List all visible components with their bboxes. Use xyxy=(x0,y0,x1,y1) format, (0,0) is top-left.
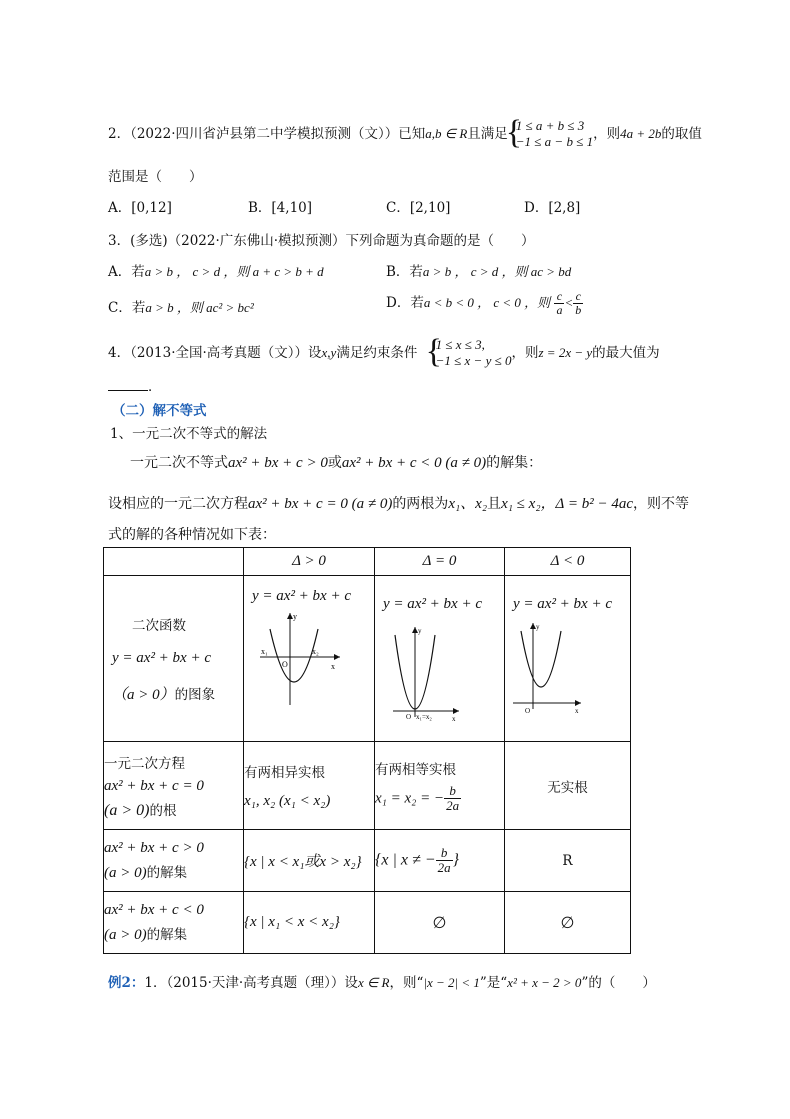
x-axis-label: x xyxy=(452,715,456,723)
section-paragraph-3: 式的解的各种情况如下表： xyxy=(108,527,276,543)
origin-label: O xyxy=(525,707,531,715)
table-header-delta-pos: Δ > 0 xyxy=(244,548,375,576)
table-row xyxy=(104,548,631,576)
row-label-roots: 一元二次方程 ax² + bx + c = 0 (a > 0)的根 xyxy=(104,742,244,830)
fraction: $\frac{b}{2a}$ xyxy=(446,782,460,813)
parabola-double-root-graph xyxy=(375,613,503,723)
q2-system: { 1 ≤ a + b ≤ 3 −1 ≤ a − b ≤ 1 xyxy=(508,118,593,151)
row-label-gt-solution: ax² + bx + c > 0 (a > 0)的解集 xyxy=(104,830,244,892)
gt-solution-two-roots: {x | x < x₁或x > x₂} xyxy=(244,830,375,892)
q4-answer-blank: ． xyxy=(108,375,162,395)
x-axis-label: x xyxy=(575,707,579,715)
table-cell xyxy=(104,548,244,576)
roots-two-distinct: 有两相异实根 x₁, x₂ (x₁ < x₂) xyxy=(244,742,375,830)
q3-option-b: B．若a > b ， c > d ，则 ac > bd xyxy=(386,264,572,280)
q2-line1: 2．（2022·四川省泸县第二中学模拟预测（文））已知a,b ∈ R且满足 { 1 ≤ a + b ≤ 3 −1 ≤ a − b ≤ 1 ，则4a + 2b的取值 xyxy=(108,118,702,151)
example-label: 例2： xyxy=(108,975,145,991)
x-axis-label: x xyxy=(331,662,335,671)
root-x2-label: x₂ xyxy=(312,647,319,656)
double-root-label: x₁=x₂ xyxy=(416,713,432,721)
roots-none: 无实根 xyxy=(505,742,631,830)
q4-system: { 1 ≤ x ≤ 3, −1 ≤ x − y ≤ 0 xyxy=(428,337,512,370)
fraction: $\frac{c}{a}$ xyxy=(556,289,563,318)
q3-title: 3．(多选)（2022·广东佛山·模拟预测）下列命题为真命题的是（ ） xyxy=(108,233,535,249)
table-row xyxy=(104,576,631,742)
q3-option-d: D．若a < b < 0 ， c < 0 ，则 $\frac{c}{a}$ < $\frac{c}{b}$ xyxy=(386,289,582,318)
example-2-line: 例2：1．（2015·天津·高考真题（理））设x ∈ R，则“|x − 2| < 1”是“x² + x − 2 > 0”的（ ） xyxy=(108,975,656,991)
table-header-delta-neg: Δ < 0 xyxy=(505,548,631,576)
graph-cell-double-root: y = ax² + bx + c O x₁=x₂ x y xyxy=(375,576,505,742)
parabola-two-roots-graph xyxy=(244,605,372,715)
fraction: $\frac{b}{2a}$ xyxy=(437,844,451,875)
inequality-table xyxy=(103,547,631,954)
table-row xyxy=(104,892,631,954)
q4-line1: 4．（2013·全国·高考真题（文））设x,y满足约束条件 { 1 ≤ x ≤ 3, −1 ≤ x − y ≤ 0 ，则z = 2x − y的最大值为 xyxy=(108,337,660,370)
table-row xyxy=(104,830,631,892)
lt-solution-double-root: ∅ xyxy=(375,892,505,954)
q2-line2: 范围是（ ） xyxy=(108,169,203,185)
row-label-graph: 二次函数 y = ax² + bx + c （a > 0）的图象 xyxy=(104,576,244,742)
parabola-no-root-graph xyxy=(505,613,629,723)
q3-option-a: A．若a > b ， c > d ，则 a + c > b + d xyxy=(108,264,324,280)
section-paragraph-2: 设相应的一元二次方程ax² + bx + c = 0 (a ≠ 0)的两根为x₁、x₂且x₁ ≤ x₂，Δ = b² − 4ac，则不等 xyxy=(108,496,689,512)
root-x1-label: x₁ xyxy=(261,647,268,656)
q2-option-a: A．[0,12] xyxy=(108,200,172,216)
section-subheading: 1、一元二次不等式的解法 xyxy=(110,426,268,442)
lt-solution-two-roots: {x | x₁ < x < x₂} xyxy=(244,892,375,954)
lt-solution-no-root: ∅ xyxy=(505,892,631,954)
origin-label: O xyxy=(282,660,288,669)
graph-cell-no-root: y = ax² + bx + c O x y xyxy=(505,576,631,742)
q2-option-d: D．[2,8] xyxy=(524,200,581,216)
answer-blank xyxy=(108,376,148,391)
q2-option-b: B．[4,10] xyxy=(248,200,313,216)
table-header-delta-zero: Δ = 0 xyxy=(375,548,505,576)
gt-solution-double-root: {x | x ≠ − $\frac{b}{2a}$ } xyxy=(375,830,505,892)
y-axis-label: y xyxy=(418,627,422,635)
q3-option-c: C．若a > b ，则 ac² > bc² xyxy=(108,300,254,316)
y-axis-label: y xyxy=(536,623,540,631)
origin-label: O xyxy=(406,713,412,721)
gt-solution-no-root: R xyxy=(505,830,631,892)
y-axis-label: y xyxy=(293,612,297,621)
section-paragraph-1: 一元二次不等式ax² + bx + c > 0或ax² + bx + c < 0 (a ≠ 0)的解集： xyxy=(130,455,543,471)
section-heading: （二）解不等式 xyxy=(112,403,207,419)
table-row xyxy=(104,742,631,830)
roots-two-equal: 有两相等实根 x₁ = x₂ = − $\frac{b}{2a}$ xyxy=(375,742,505,830)
graph-cell-two-roots: y = ax² + bx + c x₁ x₂ O x y xyxy=(244,576,375,742)
q2-option-c: C．[2,10] xyxy=(386,200,451,216)
fraction: $\frac{c}{b}$ xyxy=(575,289,582,318)
row-label-lt-solution: ax² + bx + c < 0 (a > 0)的解集 xyxy=(104,892,244,954)
